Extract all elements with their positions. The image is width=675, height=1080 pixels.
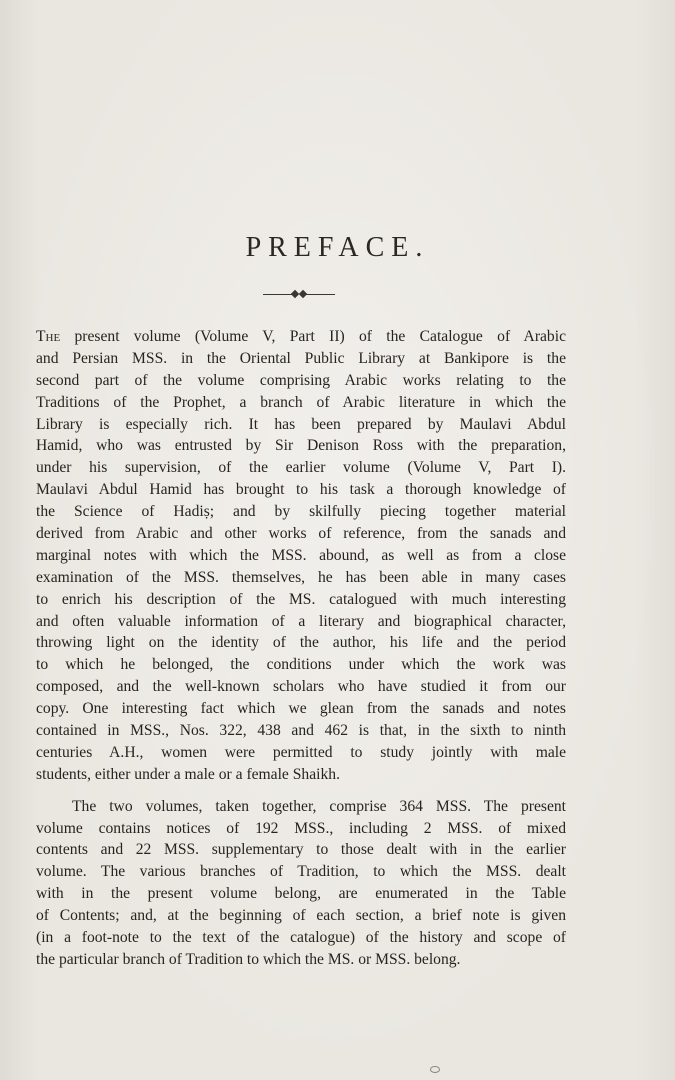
text-line: contents and 22 MSS. supplementary to those dealt with in the earlier xyxy=(36,841,566,859)
text-line: the Science of Hadiṣ; and by skilfully piecing together material xyxy=(36,503,566,521)
text-line: The two volumes, taken together, comprise 364 MSS. The present xyxy=(72,797,566,815)
text-line: examination of the MSS. themselves, he has been able in many cases xyxy=(36,568,566,586)
text-line: volume. The various branches of Tradition, to which the MSS. dealt xyxy=(36,863,566,881)
text-line: volume contains notices of 192 MSS., including 2 MSS. of mixed xyxy=(36,819,566,837)
text-line: and Persian MSS. in the Oriental Public Library at Bankipore is the xyxy=(36,349,566,367)
preface-body xyxy=(36,326,566,971)
text-line: marginal notes with which the MSS. abound, as well as from a close xyxy=(36,546,566,564)
text-line: with in the present volume belong, are enumerated in the Table xyxy=(36,885,566,903)
opening-word: The xyxy=(36,328,61,345)
preface-paragraph-2 xyxy=(36,796,566,971)
text-line: (in a foot-note to the text of the catalogue) of the history and scope of xyxy=(36,929,566,947)
text-line xyxy=(36,326,566,348)
text-line: of Contents; and, at the beginning of each section, a brief note is given xyxy=(36,907,566,925)
text-line: throwing light on the identity of the author, his life and the period xyxy=(36,634,566,652)
text-line: Library is especially rich. It has been prepared by Maulavi Abdul xyxy=(36,415,566,433)
page-mark xyxy=(430,1066,440,1073)
text-line: Maulavi Abdul Hamid has brought to his task a thorough knowledge of xyxy=(36,481,566,499)
text-line: to which he belonged, the conditions under which the work was xyxy=(36,656,566,674)
text-line: Hamid, who was entrusted by Sir Denison Ross with the preparation, xyxy=(36,437,566,455)
text-line: copy. One interesting fact which we glean from the sanads and notes xyxy=(36,700,566,718)
text-line: contained in MSS., Nos. 322, 438 and 462 is that, in the sixth to ninth xyxy=(36,722,566,740)
text-line: centuries A.H., women were permitted to study jointly with male xyxy=(36,743,566,761)
text-line: the particular branch of Tradition to which the MS. or MSS. belong. xyxy=(36,950,461,968)
ornament-rule-right xyxy=(305,294,335,295)
text-line: derived from Arabic and other works of reference, from the sanads and xyxy=(36,525,566,543)
text-line: to enrich his description of the MS. catalogued with much interesting xyxy=(36,590,566,608)
text-line-content: present volume (Volume V, Part II) of the Catalogue of Arabic xyxy=(60,328,566,345)
preface-paragraph-1 xyxy=(36,326,566,786)
text-line: students, either under a male or a female Shaikh. xyxy=(36,765,340,783)
double-diamond-rule-icon xyxy=(263,289,335,301)
text-line: second part of the volume comprising Arabic works relating to the xyxy=(36,371,566,389)
text-line: composed, and the well-known scholars who have studied it from our xyxy=(36,678,566,696)
text-line: under his supervision, of the earlier volume (Volume V, Part I). xyxy=(36,459,566,477)
page-title: PREFACE. xyxy=(245,232,430,263)
text-line: and often valuable information of a literary and biographical character, xyxy=(36,612,566,630)
text-line: Traditions of the Prophet, a branch of Arabic literature in which the xyxy=(36,393,566,411)
ornament-rule-left xyxy=(263,294,293,295)
